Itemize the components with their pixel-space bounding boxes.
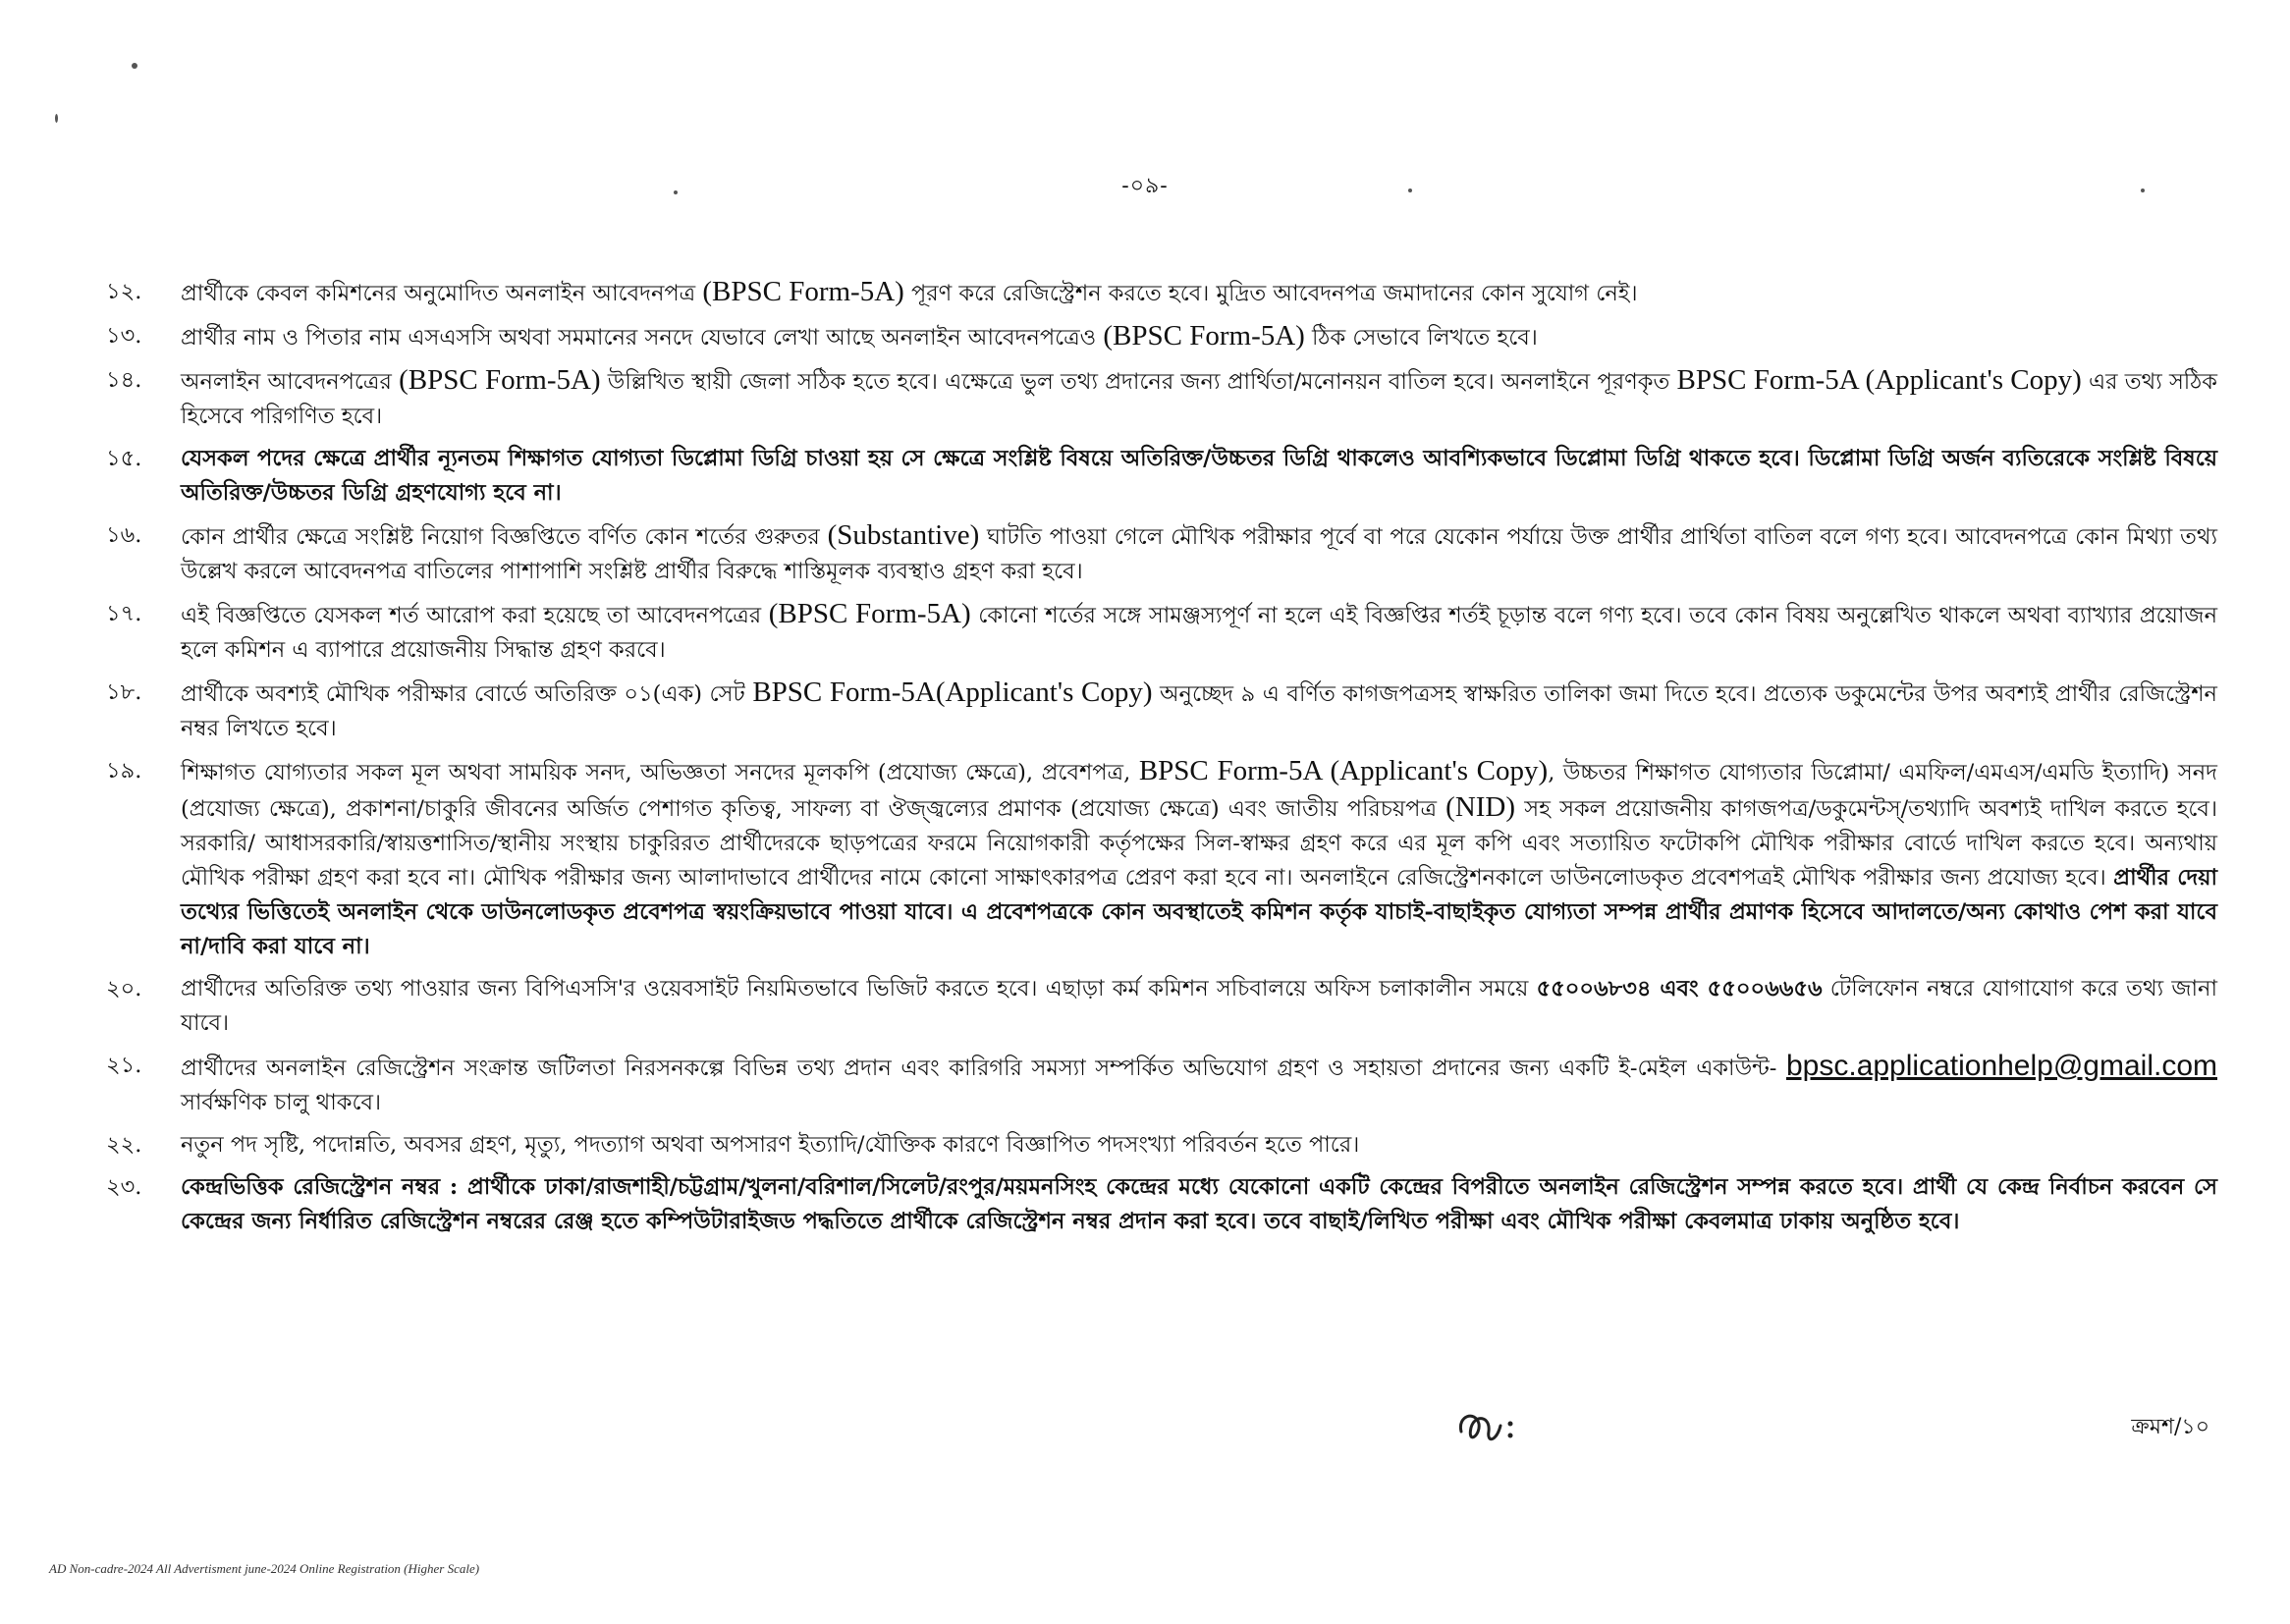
clause-item: [106, 754, 2217, 964]
clause-text: [181, 1128, 2217, 1163]
clause-item: [106, 597, 2217, 668]
clause-item: [106, 275, 2217, 311]
clause-text-run: টেলিফোন নম্বরে যোগাযোগ করে তথ্য জানা যাবে।: [181, 976, 2217, 1036]
latin-term: (BPSC Form-5A): [399, 364, 601, 396]
clause-number: ১৬.: [106, 522, 142, 548]
clause-text-run: ঠিক সেভাবে লিখতে হবে।: [1304, 325, 1538, 351]
latin-term: (NID): [1445, 791, 1516, 823]
clause-item: [106, 319, 2217, 355]
clause-number: ১৮.: [106, 679, 142, 705]
clause-text: [181, 275, 2217, 311]
clause-text-run: প্রার্থীকে কেবল কমিশনের অনুমোদিত অনলাইন আবেদনপত্র: [181, 281, 703, 306]
clause-number: ১২.: [106, 279, 142, 304]
initials-signature: [1453, 1402, 1522, 1451]
clause-number: ২০.: [106, 976, 142, 1001]
latin-term: BPSC Form-5A(Applicant's Copy): [752, 677, 1153, 708]
clause-text-run: পূরণ করে রেজিস্ট্রেশন করতে হবে। মুদ্রিত আবেদনপত্র জমাদানের কোন সুযোগ নেই।: [903, 281, 1638, 306]
clause-number: ১৯.: [106, 758, 142, 784]
clause-text: [181, 754, 2217, 964]
latin-term: BPSC Form-5A (Applicant's Copy): [1138, 755, 1549, 786]
latin-term: (BPSC Form-5A): [702, 276, 904, 307]
clause-text-run: উল্লিখিত স্থায়ী জেলা সঠিক হতে হবে। এক্ষেত্রে ভুল তথ্য প্রদানের জন্য প্রার্থিতা/মনোনয়ন বাতিল হবে। অনলাইনে পূরণকৃত: [600, 369, 1677, 395]
clause-text: [181, 972, 2217, 1041]
clause-item: [106, 1049, 2217, 1120]
continuation-marker: ক্রমশ/১০: [2131, 1415, 2209, 1439]
latin-term: (Substantive): [827, 519, 980, 551]
scan-speck: [132, 63, 137, 69]
clause-text: [181, 597, 2217, 668]
page-number: -০৯-: [1121, 174, 1169, 198]
latin-term: BPSC Form-5A (Applicant's Copy): [1676, 364, 2082, 396]
clause-text-run: সহ সকল প্রয়োজনীয় কাগজপত্র/ডকুমেন্টস্/তথ্যাদি অবশ্যই দাখিল করতে হবে। সরকারি/ আধাসরকারি/স্বায়ত্তশাসিত/স্থানীয় সংস্থায় চাকুরিরত প্রার্থীদেরকে ছাড়পত্রের ফরমে নিয়োগকারী কর্তৃপক্ষের সিল-স্বাক্ষর গ্রহণ করে এর মূল কপি এবং সত্যায়িত ফটোকপি মৌখিক পরীক্ষার বোর্ডে দাখিল করতে হবে। অন্যথায় মৌখিক পরীক্ষা গ্রহণ করা হবে না। মৌখিক পরীক্ষার জন্য আলাদাভাবে প্রার্থীদের নামে কোনো সাক্ষাৎকারপত্র প্রেরণ করা হবে না। অনলাইনে রেজিস্ট্রেশনকালে ডাউনলোডকৃত প্রবেশপত্রই মৌখিক পরীক্ষার জন্য প্রযোজ্য হবে।: [181, 796, 2217, 891]
clause-text-run: ৫৫০০৬৮৩৪ এবং ৫৫০০৬৬৫৬: [1536, 976, 1823, 1001]
clause-number: ১৫.: [106, 446, 142, 471]
clause-text: [181, 518, 2217, 589]
clause-list: [106, 275, 2217, 1247]
clause-number: ২২.: [106, 1132, 142, 1158]
clause-number: ২৩.: [106, 1174, 142, 1200]
clause-text-run: নতুন পদ সৃষ্টি, পদোন্নতি, অবসর গ্রহণ, মৃত্যু, পদত্যাগ অথবা অপসারণ ইত্যাদি/যৌক্তিক কারণে বিজ্ঞাপিত পদসংখ্যা পরিবর্তন হতে পারে।: [181, 1132, 1360, 1158]
clause-item: [106, 518, 2217, 589]
clause-text-run: ঘাটতি পাওয়া গেলে মৌখিক পরীক্ষার পূর্বে বা পরে যেকোন পর্যায়ে উক্ত প্রার্থীর প্রার্থিতা বাতিল বলে গণ্য হবে। আবেদনপত্রে কোন মিথ্যা তথ্য উল্লেখ করলে আবেদনপত্র বাতিলের পাশাপাশি সংশ্লিষ্ট প্রার্থীর বিরুদ্ধে শাস্তিমূলক ব্যবস্থাও গ্রহণ করা হবে।: [181, 524, 2217, 584]
clause-item: [106, 442, 2217, 511]
clause-text-run: শিক্ষাগত যোগ্যতার সকল মূল অথবা সাময়িক সনদ, অভিজ্ঞতা সনদের মূলকপি (প্রযোজ্য ক্ষেত্রে), প্রবেশপত্র,: [181, 760, 1139, 785]
clause-text-run: প্রার্থীকে অবশ্যই মৌখিক পরীক্ষার বোর্ডে অতিরিক্ত ০১(এক) সেট: [181, 681, 753, 707]
clause-text-run: প্রার্থীদের অতিরিক্ত তথ্য পাওয়ার জন্য বিপিএসসি'র ওয়েবসাইট নিয়মিতভাবে ভিজিট করতে হবে। এছাড়া কর্ম কমিশন সচিবালয়ে অফিস চলাকালীন সময়ে: [181, 976, 1537, 1001]
clause-text-run: কোন প্রার্থীর ক্ষেত্রে সংশ্লিষ্ট নিয়োগ বিজ্ঞপ্তিতে বর্ণিত কোন শর্তের গুরুতর: [181, 524, 828, 550]
clause-text-run: প্রার্থীর দেয়া তথ্যের ভিত্তিতেই অনলাইন থেকে ডাউনলোডকৃত প্রবেশপত্র স্বয়ংক্রিয়ভাবে পাওয়া যাবে। এ প্রবেশপত্রকে কোন অবস্থাতেই কমিশন কর্তৃক যাচাই-বাছাইকৃত যোগ্যতা সম্পন্ন প্রার্থীর প্রমাণক হিসেবে আদালতে/অন্য কোথাও পেশ করা যাবে না/দাবি করা যাবে না।: [181, 865, 2217, 959]
clause-text-run: কোনো শর্তের সঙ্গে সামঞ্জস্যপূর্ণ না হলে এই বিজ্ঞপ্তির শর্তই চূড়ান্ত বলে গণ্য হবে। তবে কোন বিষয় অনুল্লেখিত থাকলে অথবা ব্যাখ্যার প্রয়োজন হলে কমিশন এ ব্যাপারে প্রয়োজনীয় সিদ্ধান্ত গ্রহণ করবে।: [181, 603, 2217, 663]
clause-number: ১৩.: [106, 323, 142, 349]
clause-text: [181, 442, 2217, 511]
clause-item: [106, 363, 2217, 434]
clause-text: [181, 319, 2217, 355]
clause-text-run: প্রার্থীর নাম ও পিতার নাম এসএসসি অথবা সমমানের সনদে যেভাবে লেখা আছে অনলাইন আবেদনপত্রেও: [181, 325, 1104, 351]
clause-number: ১৭.: [106, 601, 142, 626]
clause-item: [106, 1128, 2217, 1163]
clause-text-run: কেন্দ্রভিত্তিক রেজিস্ট্রেশন নম্বর : প্রার্থীকে ঢাকা/রাজশাহী/চট্টগ্রাম/খুলনা/বরিশাল/সিলেট/রংপুর/ময়মনসিংহ কেন্দ্রের মধ্যে যেকোনো একটি কেন্দ্রের বিপরীতে অনলাইন রেজিস্ট্রেশন সম্পন্ন করতে হবে। প্রার্থী যে কেন্দ্র নির্বাচন করবেন সে কেন্দ্রের জন্য নির্ধারিত রেজিস্ট্রেশন নম্বরের রেঞ্জ হতে কম্পিউটারাইজড পদ্ধতিতে প্রার্থীকে রেজিস্ট্রেশন নম্বর প্রদান করা হবে। তবে বাছাই/লিখিত পরীক্ষা এবং মৌখিক পরীক্ষা কেবলমাত্র ঢাকায় অনুষ্ঠিত হবে।: [181, 1174, 2217, 1234]
clause-item: [106, 1170, 2217, 1239]
clause-text-run: এই বিজ্ঞপ্তিতে যেসকল শর্ত আরোপ করা হয়েছে তা আবেদনপত্রের: [181, 603, 769, 628]
clause-text-run: যেসকল পদের ক্ষেত্রে প্রার্থীর ন্যূনতম শিক্ষাগত যোগ্যতা ডিপ্লোমা ডিগ্রি চাওয়া হয় সে ক্ষেত্রে সংশ্লিষ্ট বিষয়ে অতিরিক্ত/উচ্চতর ডিগ্রি থাকলেও আবশ্যিকভাবে ডিপ্লোমা ডিগ্রি থাকতে হবে। ডিপ্লোমা ডিগ্রি অর্জন ব্যতিরেকে সংশ্লিষ্ট বিষয়ে অতিরিক্ত/উচ্চতর ডিগ্রি গ্রহণযোগ্য হবে না।: [181, 446, 2217, 506]
clause-text-run: অনুচ্ছেদ ৯ এ বর্ণিত কাগজপত্রসহ স্বাক্ষরিত তালিকা জমা দিতে হবে। প্রত্যেক ডকুমেন্টের উপর অবশ্যই প্রার্থীর রেজিস্ট্রেশন নম্বর লিখতে হবে।: [181, 681, 2217, 741]
scan-speck: [55, 114, 58, 123]
footer-file-path: AD Non-cadre-2024 All Advertisment june-2024 Online Registration (Higher Scale): [49, 1561, 480, 1576]
latin-term: (BPSC Form-5A): [768, 598, 971, 629]
clause-item: [106, 676, 2217, 746]
clause-text: [181, 363, 2217, 434]
clause-text-run: প্রার্থীদের অনলাইন রেজিস্ট্রেশন সংক্রান্ত জটিলতা নিরসনকল্পে বিভিন্ন তথ্য প্রদান এবং কারিগরি সমস্যা সম্পর্কিত অভিযোগ গ্রহণ ও সহায়তা প্রদানের জন্য একটি ই-মেইল একাউন্ট-: [181, 1056, 1786, 1081]
clause-text: [181, 1170, 2217, 1239]
help-email-link[interactable]: bpsc.applicationhelp@gmail.com: [1785, 1050, 2217, 1082]
clause-text: [181, 676, 2217, 746]
latin-term: (BPSC Form-5A): [1103, 320, 1305, 352]
clause-text-run: এর তথ্য সঠিক হিসেবে পরিগণিত হবে।: [181, 369, 2218, 429]
clause-number: ১৪.: [106, 367, 142, 393]
clause-text-run: অনলাইন আবেদনপত্রের: [181, 369, 400, 395]
clause-text-run: সার্বক্ষণিক চালু থাকবে।: [181, 1090, 382, 1115]
clause-item: [106, 972, 2217, 1041]
clause-text: [181, 1049, 2217, 1120]
clause-number: ২১.: [106, 1053, 142, 1078]
clause-text-run: , উচ্চতর শিক্ষাগত যোগ্যতার ডিপ্লোমা/ এমফিল/এমএস/এমডি ইত্যাদি) সনদ (প্রযোজ্য ক্ষেত্রে), প্রকাশনা/চাকুরি জীবনের অর্জিত পেশাগত কৃতিত্ব, সাফল্য বা ঔজ্জ্বল্যের প্রমাণক (প্রযোজ্য ক্ষেত্রে) এবং জাতীয় পরিচয়পত্র: [181, 760, 2217, 822]
